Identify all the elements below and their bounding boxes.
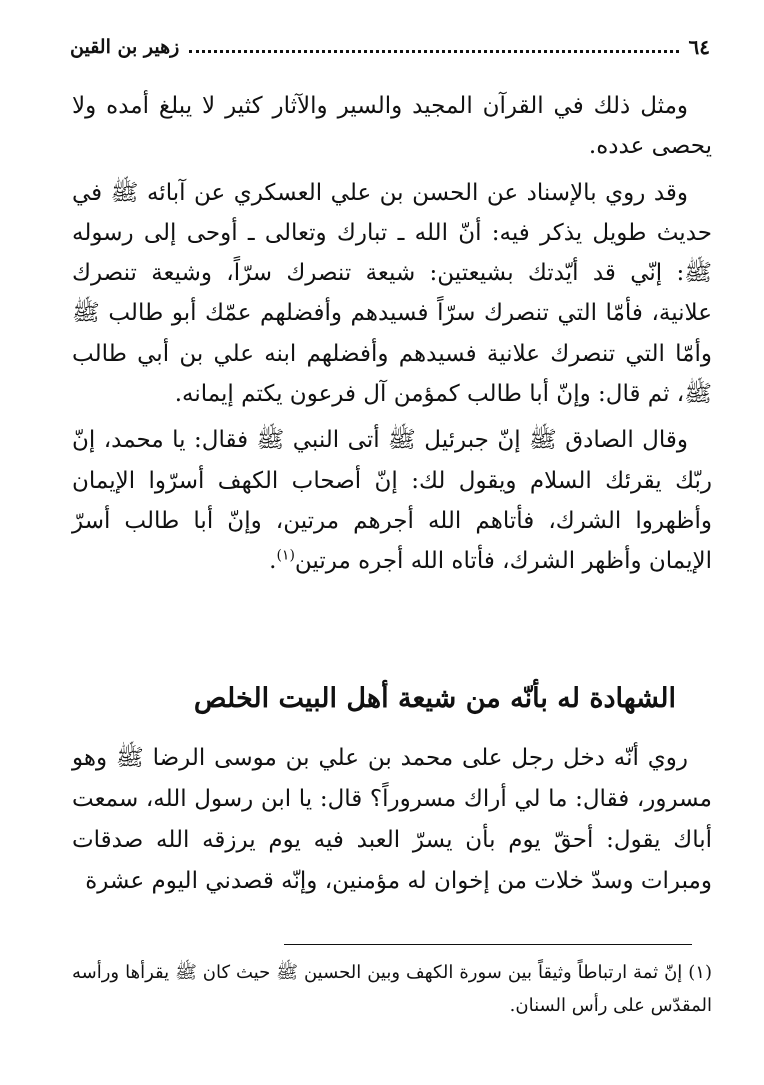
main-text bbox=[72, 86, 712, 588]
paragraph-text: وقال الصادق ﷺ إنّ جبرئيل ﷺ أتى النبي ﷺ فقال: يا محمد، إنّ ربّك يقرئك السلام ويقول لك: إنّ أصحاب الكهف أسرّوا الإيمان وأظهروا الشرك، فأتاهم الله أجرهم مرتين، وإنّ أبا طالب أسرّ الإيمان وأظهر الشرك، فأتاه الله أجره مرتين bbox=[72, 427, 712, 575]
footnote: (١) إنّ ثمة ارتباطاً وثيقاً بين سورة الكهف وبين الحسين ﷺ حيث كان ﷺ يقرأها ورأسه المقدّس على رأس السنان. bbox=[72, 962, 712, 1016]
section-heading: الشهادة له بأنّه من شيعة أهل البيت الخلص bbox=[193, 683, 676, 714]
paragraph-end: . bbox=[269, 548, 277, 575]
paragraph: وقد روي بالإسناد عن الحسن بن علي العسكري عن آبائه ﷺ في حديث طويل يذكر فيه: أنّ الله ـ تبارك وتعالى ـ أوحى إلى رسوله ﷺ: إنّي قد أيّدتك بشيعتين: شيعة تنصرك سرّاً، وشيعة تنصرك علانية، فأمّا التي تنصرك سرّاً فسيدهم وأفضلهم عمّك أبو طالب ﷺ وأمّا التي تنصرك علانية فسيدهم وأفضلهم ابنه علي بن أبي طالب ﷺ، ثم قال: وإنّ أبا طالب كمؤمن آل فرعون يكتم إيمانه. bbox=[72, 179, 712, 408]
section-text bbox=[72, 738, 712, 902]
paragraph: ومثل ذلك في القرآن المجيد والسير والآثار كثير لا يبلغ أمده ولا يحصى عدده. bbox=[72, 93, 712, 160]
running-header bbox=[70, 30, 710, 64]
paragraph bbox=[72, 420, 712, 581]
paragraph: روي أنّه دخل رجل على محمد بن علي بن موسى الرضا ﷺ وهو مسرور، فقال: ما لي أراك مسروراً؟ قال: يا ابن رسول الله، سمعت أباك يقول: أحقّ يوم بأن يسرّ العبد فيه يوم يرزقه الله صدقات ومبرات وسدّ خلات من إخوان له مؤمنين، وإنّه قصدني اليوم عشرة bbox=[72, 745, 712, 894]
footnotes bbox=[72, 956, 712, 1022]
page-number: ٦٤ bbox=[688, 35, 710, 59]
footnote-reference[interactable]: (١) bbox=[276, 547, 295, 564]
footnote-divider bbox=[284, 944, 692, 945]
running-title: زهير بن القين bbox=[70, 36, 180, 58]
header-leader-dots bbox=[189, 38, 678, 53]
